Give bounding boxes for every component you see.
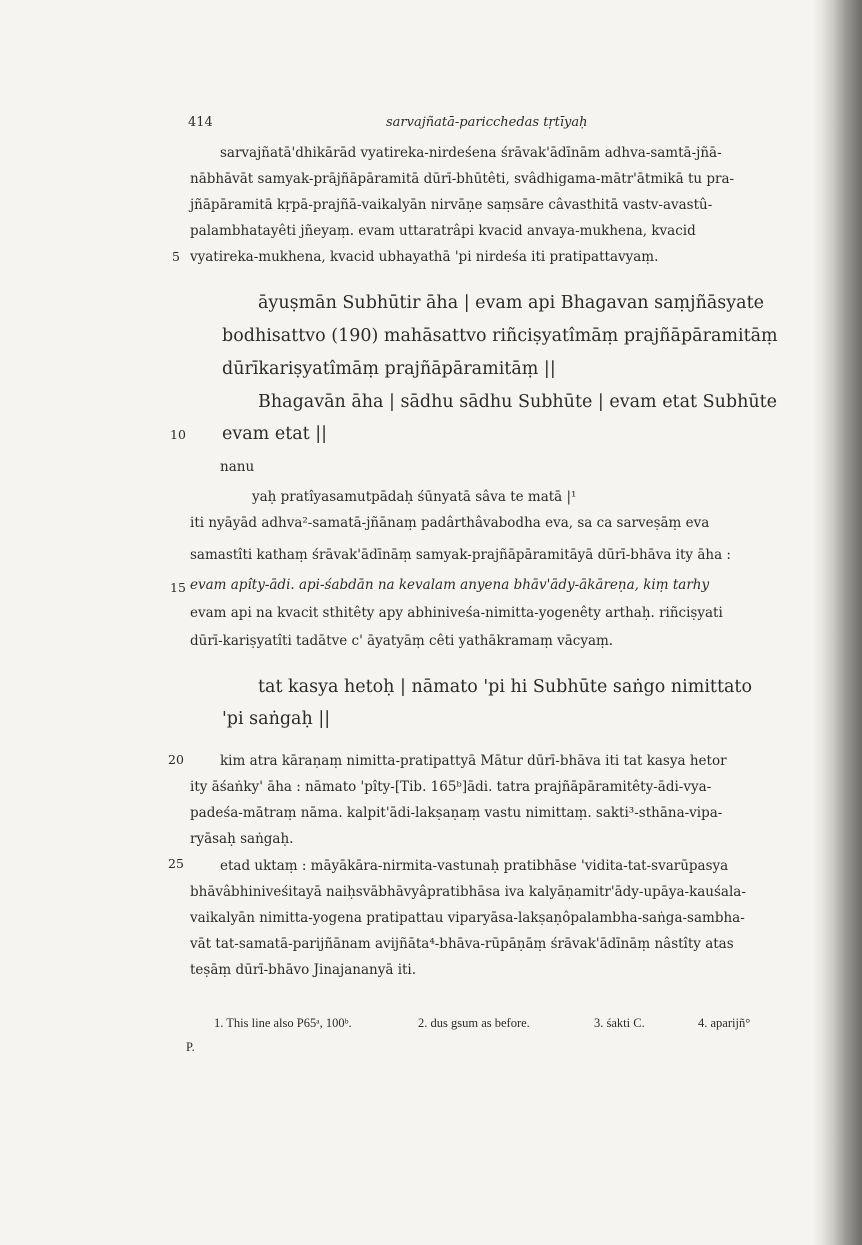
text-line: vāt tat-samatā-parijñānam avijñāta⁴-bhāva-rūpāṇāṃ śrāvak'ādīnāṃ nâstîty atas: [190, 936, 734, 952]
text-line: sarvajñatā'dhikārād vyatireka-nirdeśena śrāvak'ādīnām adhva-samtā-jñā-: [220, 145, 722, 161]
page-shadow: [812, 0, 822, 1245]
verse-line: evam etat ||: [222, 424, 328, 444]
footnote-2: 2. dus gsum as before.: [418, 1016, 530, 1030]
text-line: dūrī-kariṣyatîti tadātve c' āyatyāṃ cêti yathākramaṃ vācyaṃ.: [190, 633, 614, 649]
text-line: iti nyāyād adhva²-samatā-jñānaṃ padârthâvabodha eva, sa ca sarveṣāṃ eva: [190, 515, 710, 531]
text-line: evam api na kvacit sthitêty apy abhiniveśa-nimitta-yogenêty arthaḥ. riñciṣyati: [190, 605, 723, 621]
text-line: teṣāṃ dūrī-bhāvo Jinajananyā iti.: [190, 962, 417, 978]
page-number: 414: [188, 115, 213, 130]
margin-line-number-25: 25: [168, 856, 184, 871]
footnote-3: 3. śakti C.: [594, 1016, 645, 1030]
text-line: etad uktaṃ : māyākāra-nirmita-vastunaḥ pratibhāse 'vidita-tat-svarūpasya: [220, 858, 729, 874]
text-line: nābhāvāt samyak-prājñāpāramitā dūrī-bhūtêti, svâdhigama-mātr'ātmikā tu pra-: [190, 171, 735, 187]
footnote-continuation: P.: [186, 1040, 195, 1054]
text-line: kim atra kāraṇaṃ nimitta-pratipattyā Mātur dūrī-bhāva iti tat kasya hetor: [220, 753, 727, 769]
verse-line: tat kasya hetoḥ | nāmato 'pi hi Subhūte saṅgo nimittato: [258, 677, 752, 697]
verse-line: dūrīkariṣyatîmāṃ prajñāpāramitāṃ ||: [222, 359, 556, 379]
footnote-4: 4. aparijñ°: [698, 1016, 751, 1030]
text-line: samastîti kathaṃ śrāvak'ādīnāṃ samyak-prajñāpāramitāyā dūrī-bhāva ity āha :: [190, 547, 731, 563]
text-line: evam apîty-ādi. api-śabdān na kevalam anyena bhāv'ādy-ākāreṇa, kiṃ tarhy: [190, 577, 710, 593]
verse-line: bodhisattvo (190) mahāsattvo riñciṣyatîmāṃ prajñāpāramitāṃ: [222, 326, 778, 346]
text-line: padeśa-mātraṃ nāma. kalpit'ādi-lakṣaṇaṃ vastu nimittaṃ. sakti³-sthāna-vipa-: [190, 805, 723, 821]
footnote-1: 1. This line also P65ᵃ, 100ᵇ.: [214, 1016, 352, 1030]
text-line: jñāpāramitā kṛpā-prajñā-vaikalyān nirvāṇe saṃsāre câvasthitā vastv-avastû-: [190, 197, 713, 213]
text-line: ryāsaḥ saṅgaḥ.: [190, 831, 294, 847]
text-line: ity āśaṅky' āha : nāmato 'pîty-[Tib. 165ᵇ]ādi. tatra prajñāpāramitêty-ādi-vya-: [190, 779, 712, 795]
margin-line-number-5: 5: [172, 249, 180, 264]
book-spine-edge: [822, 0, 862, 1245]
text-line: vaikalyān nimitta-yogena pratipattau viparyāsa-lakṣaṇôpalambha-saṅga-sambha-: [190, 910, 745, 926]
text-line: palambhatayêti jñeyaṃ. evam uttaratrâpi kvacid anvaya-mukhena, kvacid: [190, 223, 696, 239]
text-line: vyatireka-mukhena, kvacid ubhayathā 'pi nirdeśa iti pratipattavyaṃ.: [190, 249, 659, 265]
verse-line: Bhagavān āha | sādhu sādhu Subhūte | evam etat Subhūte: [258, 392, 778, 412]
margin-line-number-20: 20: [168, 752, 184, 767]
verse-line: 'pi saṅgaḥ ||: [222, 709, 331, 729]
nanu-word: nanu: [220, 459, 255, 475]
verse-line: āyuṣmān Subhūtir āha | evam api Bhagavan saṃjñāsyate: [258, 293, 764, 313]
margin-line-number-10: 10: [170, 427, 186, 442]
text-line: bhāvâbhiniveśitayā naiḥsvābhāvyâpratibhāsa iva kalyāṇamitr'ādy-upāya-kauśala-: [190, 884, 746, 900]
running-title: sarvajñatā-paricchedas tṛtīyaḥ: [386, 115, 588, 130]
margin-line-number-15: 15: [170, 580, 186, 595]
quoted-verse: yaḥ pratîyasamutpādaḥ śūnyatā sâva te matā |¹: [252, 489, 577, 505]
